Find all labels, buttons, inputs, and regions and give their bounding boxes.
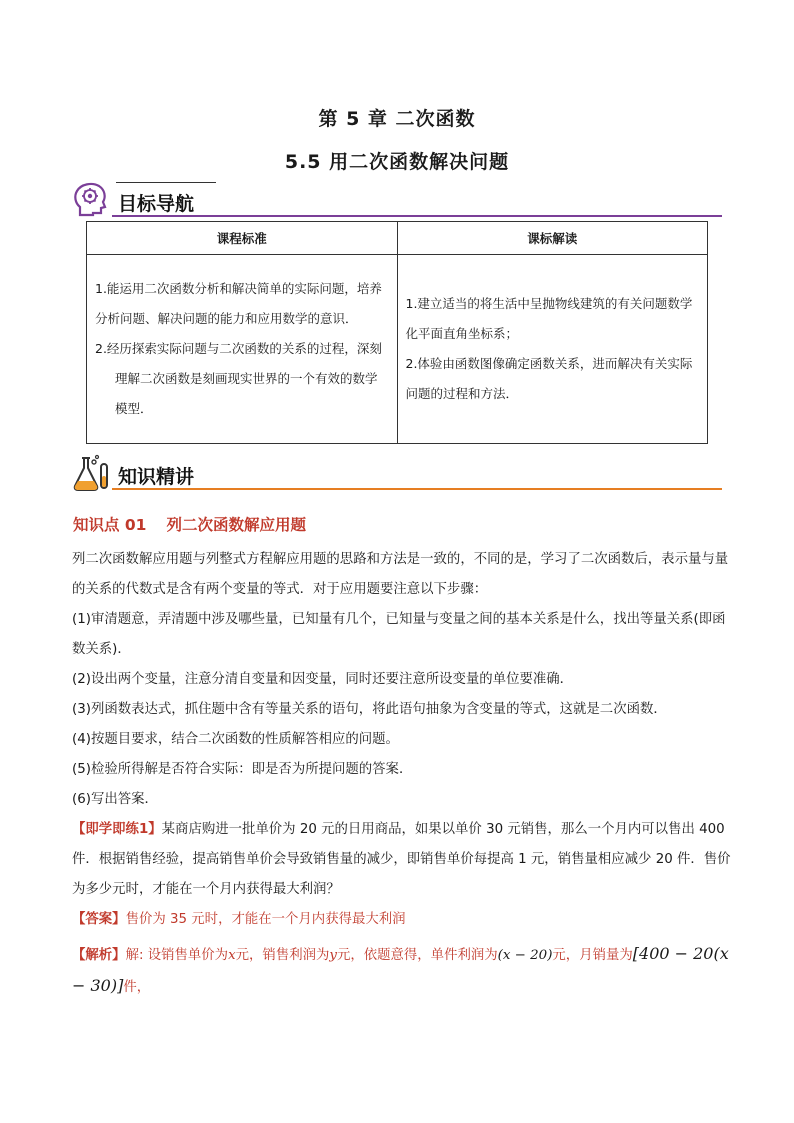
brain-gear-icon	[72, 181, 112, 219]
section-title: 5.5 用二次函数解决问题	[284, 151, 510, 173]
step-5: (5)检验所得解是否符合实际：即是否为所提问题的答案．	[72, 762, 413, 777]
purple-divider	[112, 215, 722, 217]
standard-item-2: 2.经历探索实际问题与二次函数的关系的过程，深刻理解二次函数是刻画现实世界的一个有效的数学模型．	[95, 341, 382, 416]
analysis-part-5: 件，	[123, 980, 151, 995]
step-4: (4)按题目要求，结合二次函数的性质解答相应的问题。	[72, 732, 399, 747]
knowledge-section-header	[72, 454, 722, 492]
expr-unit-profit: (x − 20)	[497, 948, 553, 963]
chapter-title: 第 5 章 二次函数	[318, 108, 476, 130]
var-x: x	[228, 948, 236, 963]
knowledge-point-label: 知识点 01	[73, 516, 147, 534]
answer-paragraph	[72, 905, 732, 935]
analysis-paragraph	[72, 939, 732, 1003]
var-y: y	[329, 948, 337, 963]
knowledge-body	[72, 545, 732, 1003]
goals-section-title: 目标导航	[118, 193, 195, 215]
analysis-part-1: 解: 设销售单价为	[125, 948, 229, 963]
interpretation-item-1: 1.建立适当的将生活中呈抛物线建筑的有关问题数学化平面直角坐标系；	[405, 296, 693, 341]
step-2: (2)设出两个变量，注意分清自变量和因变量，同时还要注意所设变量的单位要准确．	[72, 672, 574, 687]
step-3: (3)列函数表达式，抓住题中含有等量关系的语句，将此语句抽象为含变量的等式，这就是二次函数．	[72, 702, 667, 717]
knowledge-section-title: 知识精讲	[118, 466, 195, 488]
interpretation-item-2: 2.体验由函数图像确定函数关系，进而解决有关实际问题的过程和方法．	[405, 356, 693, 401]
answer-text: 售价为 35 元时，才能在一个月内获得最大利润	[125, 912, 406, 927]
interpretation-cell	[397, 255, 708, 444]
analysis-part-2: 元，销售利润为	[235, 948, 330, 963]
goals-section-header	[72, 181, 722, 219]
curriculum-table	[86, 221, 708, 444]
intro-paragraph: 列二次函数解应用题与列整式方程解应用题的思路和方法是一致的，不同的是，学习了二次函数后，表示量与量的关系的代数式是含有两个变量的等式．对于应用题要注意以下步骤：	[72, 552, 729, 597]
exercise-text: 某商店购进一批单价为 20 元的日用商品，如果以单价 30 元销售，那么一个月内可以售出 400 件．根据销售经验，提高销售单价会导致销售量的减少，即销售单价每提高 1 元，销售量相应减少 20 件．售价为多少元时，才能在一个月内获得最大利润？	[72, 822, 731, 897]
orange-divider	[112, 488, 722, 490]
answer-tag: 【答案】	[72, 912, 126, 927]
step-6: (6)写出答案．	[72, 792, 158, 807]
col-header-interpretation: 课标解读	[397, 222, 708, 255]
knowledge-point-title	[73, 513, 306, 535]
standards-cell	[87, 255, 398, 444]
header-overline	[116, 182, 216, 183]
analysis-part-3: 元，依题意得，单件利润为	[336, 948, 498, 963]
exercise-paragraph	[72, 815, 732, 905]
analysis-tag: 【解析】	[72, 948, 126, 963]
col-header-standard: 课程标准	[87, 222, 398, 255]
analysis-part-4: 元，月销量为	[552, 948, 633, 963]
exercise-tag: 【即学即练1】	[72, 822, 162, 837]
expr-monthly-sales: [400 − 20(x − 30)]	[72, 944, 729, 995]
knowledge-point-name: 列二次函数解应用题	[166, 516, 306, 534]
lab-flask-icon	[72, 454, 112, 492]
standard-item-1: 1.能运用二次函数分析和解决简单的实际问题，培养分析问题、解决问题的能力和应用数学的意识．	[95, 281, 382, 326]
step-1: (1)审清题意，弄清题中涉及哪些量，已知量有几个，已知量与变量之间的基本关系是什么，找出等量关系(即函数关系)．	[72, 612, 726, 657]
